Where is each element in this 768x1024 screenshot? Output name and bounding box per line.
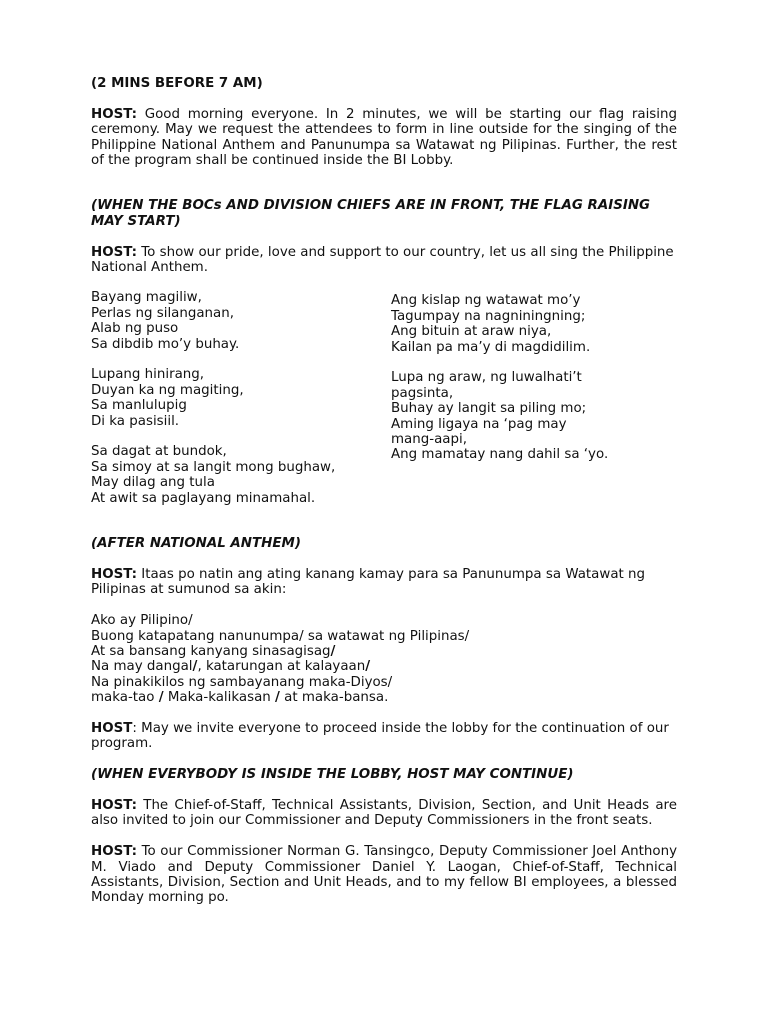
host-paragraph-6 [91, 844, 677, 906]
stage-cue-lobby: (WHEN EVERYBODY IS INSIDE THE LOBBY, HOST MAY CONTINUE) [91, 767, 574, 783]
lyric-line: Lupang hinirang, [91, 367, 205, 383]
stage-cue-bocs: (WHEN THE BOCs AND DIVISION CHIEFS ARE IN FRONT, THE FLAG RAISING MAY START) [91, 198, 651, 229]
lyric-line: Ang bituin at araw niya, [391, 324, 552, 340]
pledge-text-part: , katarungan at kalayaan [197, 659, 366, 675]
stage-cue-after-anthem: (AFTER NATIONAL ANTHEM) [91, 536, 301, 552]
host-paragraph-3 [91, 567, 677, 598]
anthem-stanza [91, 444, 391, 506]
lyric-line: Aming ligaya na ‘pag may [391, 416, 567, 432]
pledge-text-part: Na may dangal [91, 659, 193, 675]
anthem-left-column [91, 290, 391, 506]
lyric-line: At awit sa paglayang minamahal. [91, 490, 316, 506]
lyric-line: pagsinta, [391, 385, 454, 401]
pledge-line: Na pinakikilos ng sambayanang maka-Diyos/ [91, 674, 393, 690]
lyric-line: May dilag ang tula [91, 475, 215, 491]
lyric-line: Tagumpay na nagniningning; [391, 308, 586, 324]
pledge-line: Buong katapatang nanunumpa/ sa watawat ng Pilipinas/ [91, 628, 470, 644]
host-label: HOST: [91, 566, 137, 582]
pledge-text-part: At sa bansang kanyang sinasagisag [91, 643, 331, 659]
pledge-line [91, 659, 677, 674]
pledge-text [91, 613, 677, 705]
anthem-stanza [391, 370, 677, 462]
host-label: HOST: [91, 797, 137, 813]
lyric-line: Kailan pa ma’y di magdidilim. [391, 339, 591, 355]
anthem-lyrics [91, 290, 677, 506]
host-paragraph-2 [91, 245, 677, 276]
host-label: HOST: [91, 844, 137, 860]
anthem-right-column [391, 293, 677, 506]
lyric-line: Lupa ng araw, ng luwalhati’t [391, 370, 582, 386]
lyric-line: Ang mamatay nang dahil sa ‘yo. [391, 447, 609, 463]
host-paragraph-1 [91, 107, 677, 169]
pledge-slash: / [158, 690, 164, 706]
lyric-line: Sa simoy at sa langit mong bughaw, [91, 459, 336, 475]
document-page [91, 76, 677, 906]
pledge-slash: / [192, 659, 198, 675]
pledge-text-part: Maka-kalikasan [163, 690, 276, 706]
host-paragraph-4 [91, 721, 677, 752]
anthem-stanza [91, 290, 391, 352]
host-text-4: : May we invite everyone to proceed inside the lobby for the continuation of our program. [91, 720, 669, 752]
lyric-line: Di ka pasisiil. [91, 413, 180, 429]
stage-cue-before: (2 MINS BEFORE 7 AM) [91, 76, 263, 91]
host-text-6: To our Commissioner Norman G. Tansingco, Deputy Commissioner Joel Anthony M. Viado and Deputy Commissioner Daniel Y. Laogan, Chief-of-Staff, Technical Assistants, Division, Section and Unit Heads, and to my fellow BI employees, a blessed Monday morning po. [91, 844, 677, 906]
lyric-line: Alab ng puso [91, 321, 179, 337]
host-text-3: Itaas po natin ang ating kanang kamay para sa Panunumpa sa Watawat ng Pilipinas at sumunod sa akin: [91, 566, 646, 598]
host-label: HOST [91, 720, 133, 736]
lyric-line: Buhay ay langit sa piling mo; [391, 401, 587, 417]
pledge-line [91, 644, 677, 659]
host-paragraph-5 [91, 798, 677, 829]
lyric-line: Perlas ng silanganan, [91, 305, 234, 321]
lyric-line: mang-aapi, [391, 432, 467, 448]
pledge-line [91, 690, 677, 705]
lyric-line: Duyan ka ng magiting, [91, 382, 244, 398]
lyric-line: Bayang magiliw, [91, 290, 202, 306]
pledge-text-part: maka-tao [91, 690, 159, 706]
host-label: HOST: [91, 244, 137, 260]
host-text-5: The Chief-of-Staff, Technical Assistants, Division, Section, and Unit Heads are also invited to join our Commissioner and Deputy Commissioners in the front seats. [91, 797, 677, 829]
pledge-text-part: at maka-bansa. [279, 690, 389, 706]
pledge-slash: / [330, 643, 336, 659]
anthem-stanza [91, 367, 391, 429]
pledge-slash: / [275, 690, 280, 706]
pledge-line: Ako ay Pilipino/ [91, 613, 193, 629]
host-label: HOST: [91, 106, 137, 122]
anthem-stanza [391, 293, 677, 355]
pledge-slash: / [365, 659, 371, 675]
lyric-line: Ang kislap ng watawat mo’y [391, 293, 581, 309]
lyric-line: Sa dibdib mo’y buhay. [91, 336, 240, 352]
lyric-line: Sa manlulupig [91, 398, 187, 414]
lyric-line: Sa dagat at bundok, [91, 444, 227, 460]
host-text-1: Good morning everyone. In 2 minutes, we will be starting our flag raising ceremony. May we request the attendees to form in line outside for the singing of the Philippine National Anthem and Panunumpa sa Watawat ng Pilipinas. Further, the rest of the program shall be continued inside the BI Lobby. [91, 106, 677, 169]
host-text-2: To show our pride, love and support to our country, let us all sing the Philippine National Anthem. [91, 244, 674, 276]
